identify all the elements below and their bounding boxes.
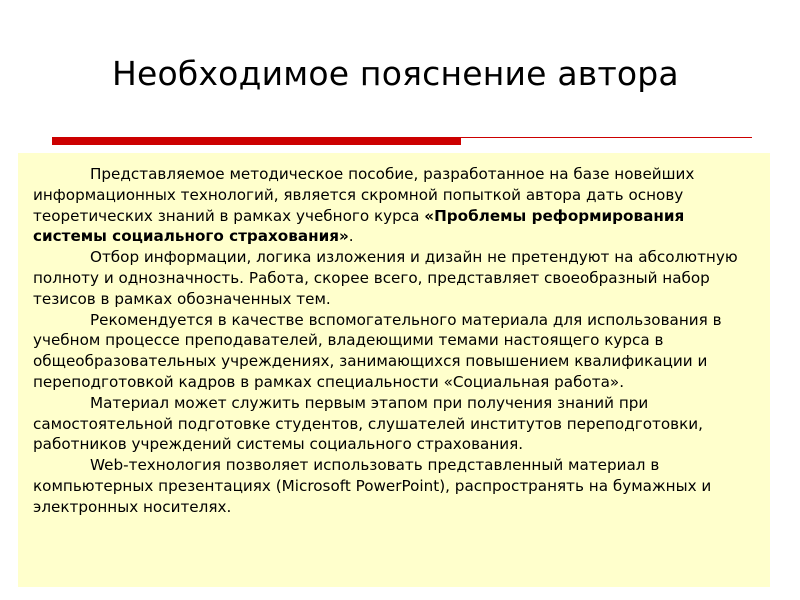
slide-title: Необходимое пояснение автора [112, 54, 679, 93]
paragraph-selection: Отбор информации, логика изложения и дизайн не претендуют на абсолютную полноту и однозначность. Работа, скорее всего, представляет своеобразный набор тезисов в рамках обозначенных тем. [33, 248, 738, 308]
paragraph-intro-text: Представляемое методическое пособие, разработанное на базе новейших информационных технологий, является скромной попыткой автора дать основу теоретических знаний в рамках учебного курса [33, 165, 695, 225]
paragraph-web-technology: Web-технология позволяет использовать представленный материал в компьютерных презентациях (Microsoft PowerPoint), распространять на бумажных и электронных носителях. [33, 456, 712, 516]
course-title: «Проблемы реформирования системы социального страхования» [33, 206, 685, 246]
paragraph-first-stage: Материал может служить первым этапом при получения знаний при самостоятельной подготовке студентов, слушателей институтов переподготовки, работников учреждений системы социального страхования. [33, 393, 703, 454]
paragraph-intro-end: . [348, 227, 354, 246]
text-box [18, 153, 770, 587]
paragraph-recommendation: Рекомендуется в качестве вспомогательного материала для использования в учебном процессе преподавателей, владеющими темами настоящего курса в общеобразовательных учреждениях, занимающихся повышением квалификации и переподготовкой кадров в рамках специальности «Социальная работа». [33, 310, 722, 391]
paragraph-intro [33, 164, 752, 247]
title-underline-thin [461, 137, 752, 138]
title-underline-thick [52, 137, 461, 145]
